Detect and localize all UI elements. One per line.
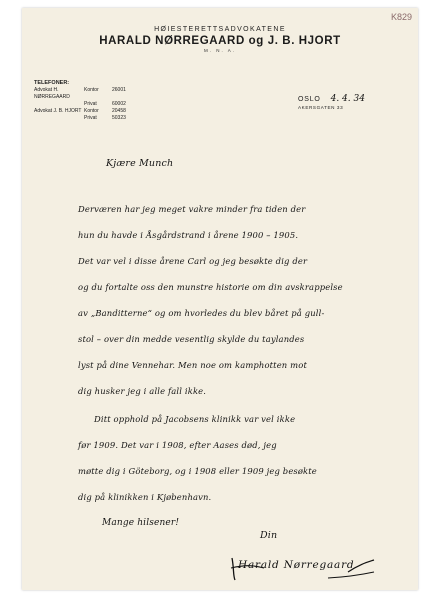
phone-directory xyxy=(34,80,130,122)
phone-label: Privat xyxy=(84,115,97,121)
body-line: før 1909. Det var i 1908, efter Aases død, jeg xyxy=(78,440,277,450)
phone-number: 60002 xyxy=(112,101,126,107)
phone-row xyxy=(34,87,130,101)
greeting: Mange hilsener! xyxy=(102,518,180,528)
street-address: AKERSGATEN 33 xyxy=(298,105,344,110)
body-line: lyst på dine Vennehar. Men noe om kamphotten mot xyxy=(78,360,307,370)
phone-header: TELEFONER: xyxy=(34,80,70,86)
phone-row xyxy=(34,101,130,108)
phone-label: Kontor xyxy=(84,87,99,93)
body-line: Ditt opphold på Jacobsens klinikk var vel ikke xyxy=(94,414,296,424)
phone-number: 20458 xyxy=(112,108,126,114)
letter-page xyxy=(22,8,418,590)
letter-date: 4. 4. 34 xyxy=(330,94,365,104)
signature-text: Harald Nørregaard xyxy=(238,559,355,571)
letterhead xyxy=(22,26,418,53)
letterhead-title: HARALD NØRREGAARD og J. B. HJORT xyxy=(99,35,341,47)
phone-label: Privat xyxy=(84,101,97,107)
phone-label: Kontor xyxy=(84,108,99,114)
phone-number: 50323 xyxy=(112,115,126,121)
phone-row xyxy=(34,115,130,122)
body-line: og du fortalte oss den munstre historie om din avskrappelse xyxy=(78,282,343,292)
salutation: Kjære Munch xyxy=(106,158,174,169)
phone-number: 26001 xyxy=(112,87,126,93)
body-line: dig på klinikken i Kjøbenhavn. xyxy=(78,492,212,502)
phone-name xyxy=(34,115,84,122)
signature xyxy=(228,550,378,584)
phone-name: Advokat H. NØRREGAARD xyxy=(34,87,70,100)
body-line: hun du havde i Åsgårdstrand i årene 1900 – 1905. xyxy=(78,230,299,240)
body-line: av „Banditterne“ og om hvorledes du blev båret på gull- xyxy=(78,308,325,318)
letterhead-top-line: HØIESTERETTSADVOKATENE xyxy=(154,26,286,33)
body-line: dig husker jeg i alle fall ikke. xyxy=(78,386,207,396)
body-line: stol – over din medde vesentlig skylde du taylandes xyxy=(78,334,305,344)
city: OSLO xyxy=(298,96,321,103)
phone-name xyxy=(34,101,84,108)
body-line: møtte dig i Göteborg, og i 1908 eller 1909 jeg besøkte xyxy=(78,466,317,476)
body-line: Derværen har jeg meget vakre minder fra tiden der xyxy=(78,204,306,214)
letterhead-sub-line: M. N. A. xyxy=(203,48,236,53)
body-line: Det var vel i disse årene Carl og jeg besøkte dig der xyxy=(78,256,308,266)
phone-row xyxy=(34,108,130,115)
closing: Din xyxy=(260,530,278,541)
date-block xyxy=(298,94,365,110)
archive-mark: K829 xyxy=(390,12,412,22)
phone-name: Advokat J. B. HJORT xyxy=(34,108,82,114)
